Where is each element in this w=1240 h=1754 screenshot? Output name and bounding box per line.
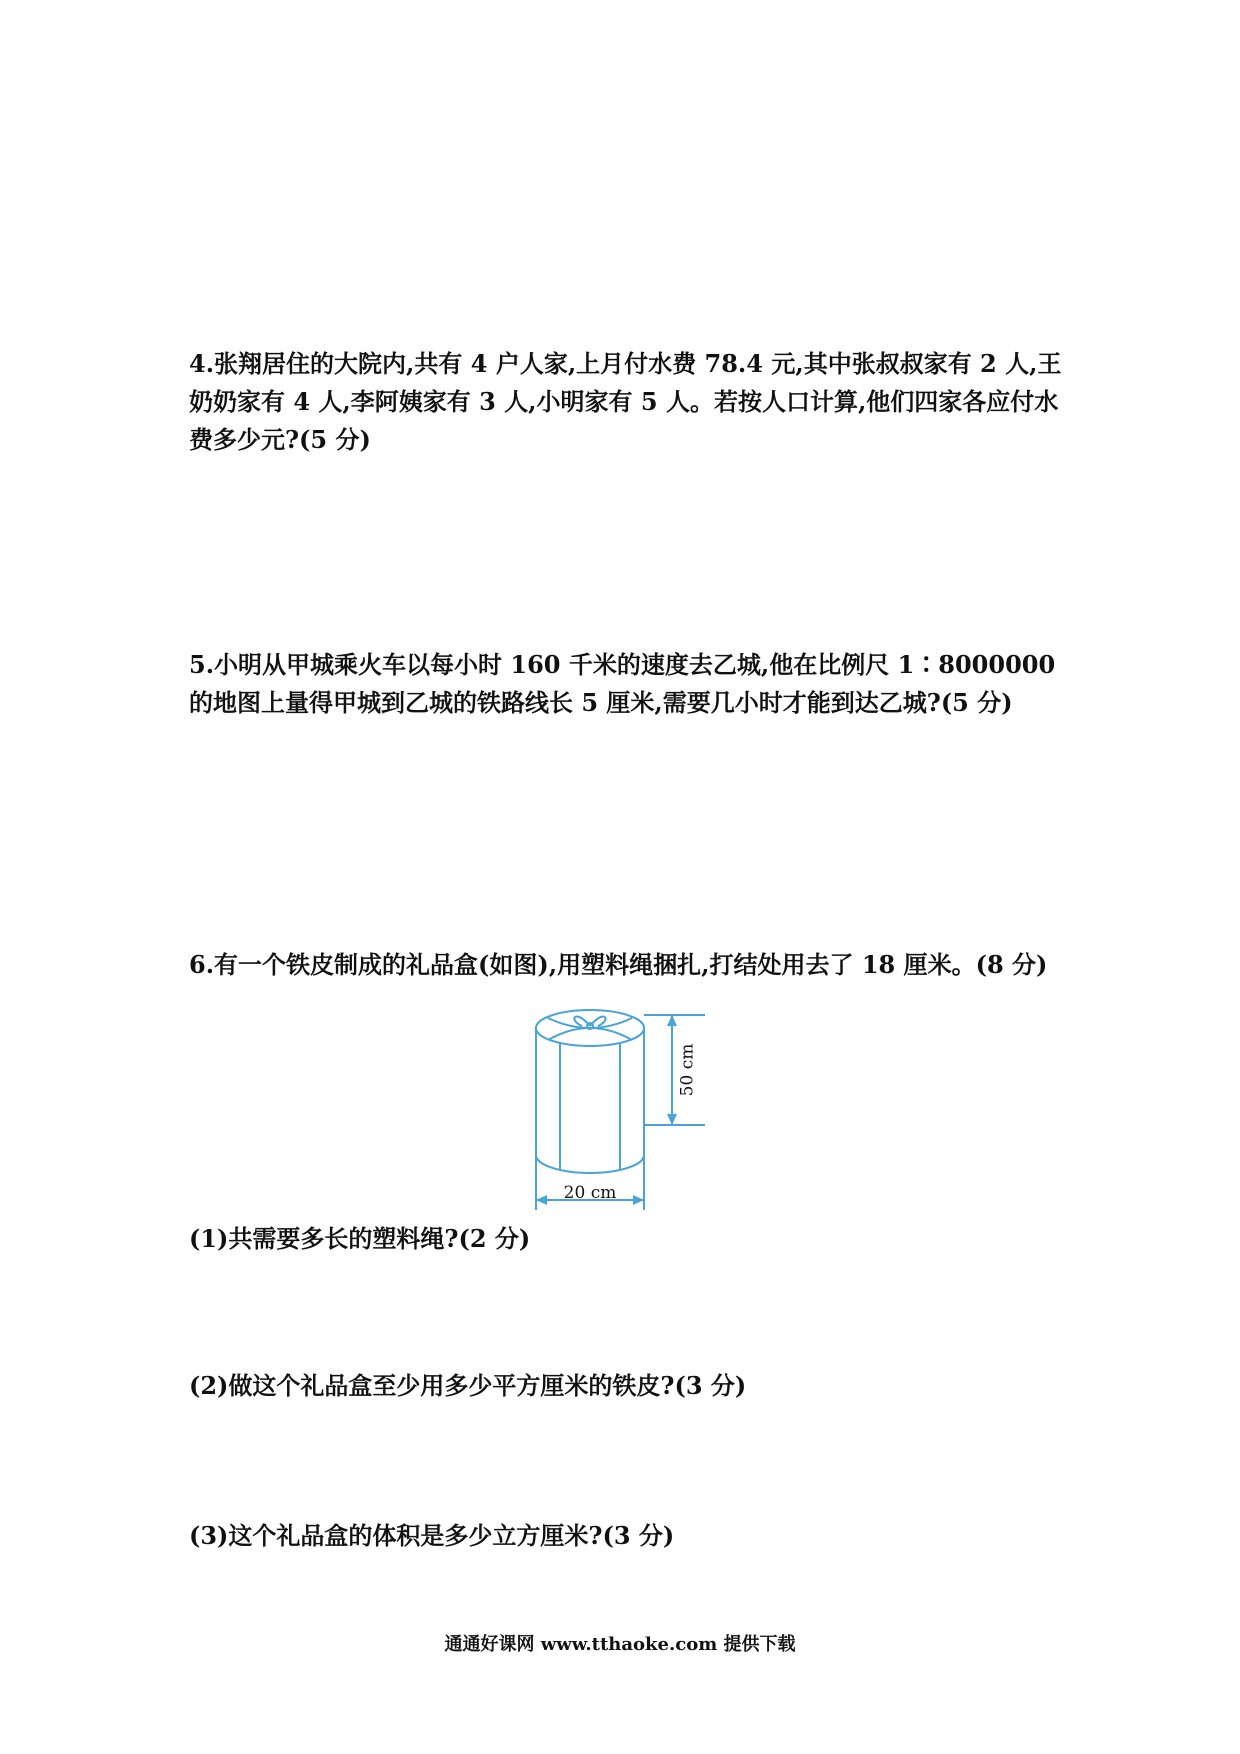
gift-box-cylinder-figure <box>520 1000 720 1210</box>
diameter-arrow-right <box>633 1195 644 1205</box>
height-label: 50 cm <box>677 1043 698 1097</box>
diameter-arrow-left <box>536 1195 547 1205</box>
height-arrow-bottom <box>667 1114 677 1125</box>
question-6: 6.有一个铁皮制成的礼品盒(如图),用塑料绳捆扎,打结处用去了 18 厘米。(8 分) <box>189 950 1048 979</box>
cylinder-bottom-arc <box>536 1155 644 1173</box>
height-arrow-top <box>667 1015 677 1026</box>
question-4: 4.张翔居住的大院内,共有 4 户人家,上月付水费 78.4 元,其中张叔叔家有 2 人,王奶奶家有 4 人,李阿姨家有 3 人,小明家有 5 人。若按人口计算,他们四家各应付水费多少元?(5 分) <box>189 349 1062 454</box>
question-6-part-1: (1)共需要多长的塑料绳?(2 分) <box>189 1224 531 1253</box>
question-6-part-3: (3)这个礼品盒的体积是多少立方厘米?(3 分) <box>189 1521 675 1550</box>
question-6-part-2: (2)做这个礼品盒至少用多少平方厘米的铁皮?(3 分) <box>189 1371 747 1400</box>
diameter-label: 20 cm <box>563 1183 617 1203</box>
page-footer: 通通好课网 www.tthaoke.com 提供下载 <box>444 1634 796 1655</box>
question-5: 5.小明从甲城乘火车以每小时 160 千米的速度去乙城,他在比例尺 1∶8000000 的地图上量得甲城到乙城的铁路线长 5 厘米,需要几小时才能到达乙城?(5 分) <box>189 650 1056 717</box>
